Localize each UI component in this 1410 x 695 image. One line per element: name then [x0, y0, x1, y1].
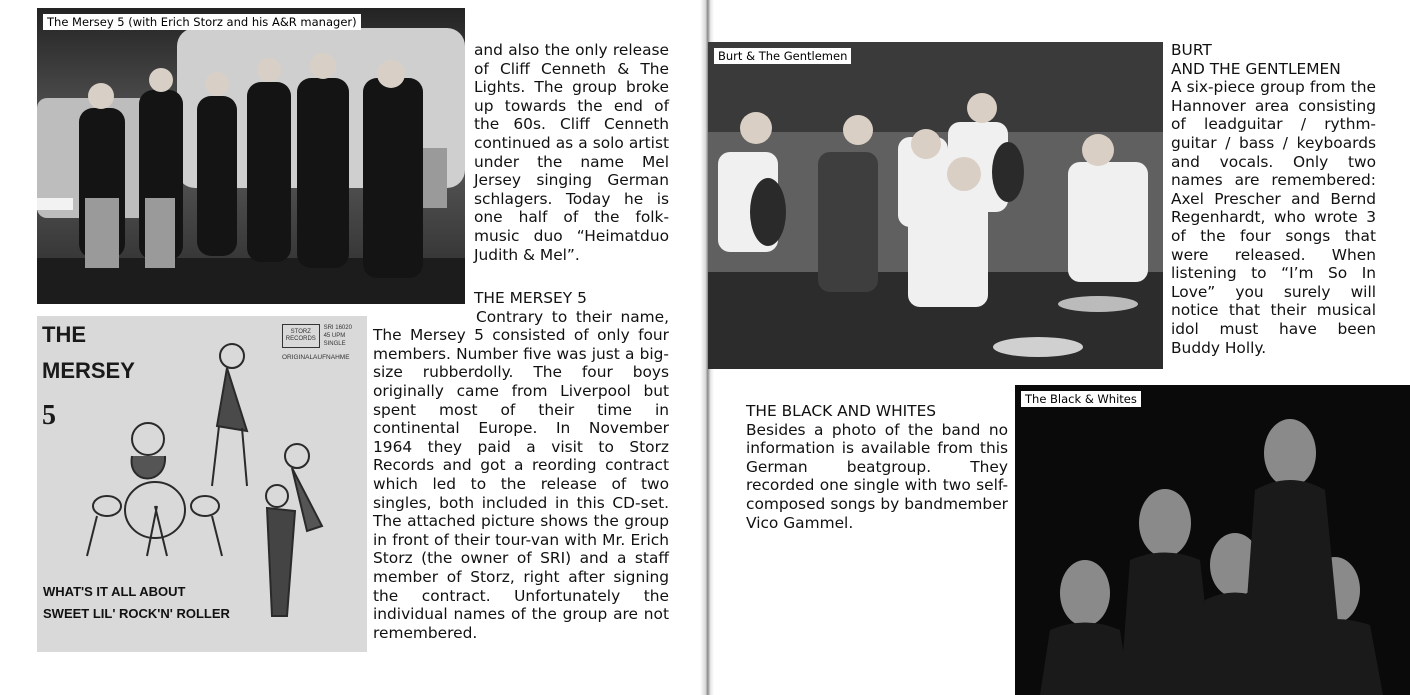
record-sleeve-image	[37, 316, 367, 652]
mersey5-group-photo	[37, 8, 465, 304]
bw-photo-caption: The Black & Whites	[1021, 391, 1141, 407]
black-whites-photo	[1015, 385, 1410, 695]
mersey5-heading: THE MERSEY 5	[474, 289, 587, 307]
burt-heading-1: BURT	[1171, 41, 1212, 59]
sleeve-song-1: WHAT'S IT ALL ABOUT	[43, 584, 186, 599]
burt-paragraph: A six-piece group from the Hannover area consisting of leadguitar / rythm-guitar / bass / keyboards and vocals. Only two names are remembered: Axel Prescher and Bernd Regenhardt, who wrote 3 of the four songs that were released. When listening to “I’m So In Love” you surely will notice that their musical idol must have been Buddy Holly.	[1171, 78, 1376, 357]
sleeve-title-3: 5	[42, 400, 56, 431]
burt-gentlemen-photo	[708, 42, 1163, 369]
mersey5-photo-illustration	[37, 8, 465, 304]
burt-photo-illustration	[708, 42, 1163, 369]
burt-photo-caption: Burt & The Gentlemen	[714, 48, 851, 64]
sleeve-label	[282, 324, 362, 361]
mersey5-text-block	[373, 289, 669, 642]
mersey5-paragraph: Contrary to their name, The Mersey 5 consisted of only four members. Number five was just a big-size rubberdolly. The four boys originally came from Liverpool but spent most of their time in continental Europe. In November 1964 they paid a visit to Storz Records and got a reording contract which led to the release of two singles, both included in this CD-set. The attached picture shows the group in front of their tour-van with Mr. Erich Storz (the owner of SRI) and a staff member of Storz, right after signing the contract. Unfortunately the individual names of the group are not remembered.	[373, 307, 669, 642]
intro-paragraph: and also the only release of Cliff Cenneth & The Lights. The group broke up towards the end of the 60s. Cliff Cenneth continued as a solo artist under the name Mel Jersey singing German schlagers. Today he is one half of the folk-music duo “Heimatduo Judith & Mel”.	[474, 41, 669, 264]
sleeve-title-2: MERSEY	[42, 358, 135, 383]
bw-heading: THE BLACK AND WHITES	[746, 402, 937, 420]
label-brand: STORZ	[290, 329, 311, 335]
intro-text-block	[474, 41, 669, 264]
label-origin: ORIGINALAUFNAHME	[282, 354, 350, 361]
label-note: 45 UPM SINGLE	[323, 333, 346, 347]
bw-text-block	[746, 402, 1008, 532]
bw-photo-illustration	[1015, 385, 1410, 695]
mersey5-photo-caption: The Mersey 5 (with Erich Storz and his A&R manager)	[43, 14, 361, 30]
storz-logo	[282, 324, 320, 348]
sleeve-song-2: SWEET LIL' ROCK'N' ROLLER	[43, 606, 230, 621]
label-catalog: SRI 16020	[323, 325, 352, 331]
bw-paragraph: Besides a photo of the band no information is available from this German beatgroup. They recorded one single with two self-composed songs by bandmember Vico Gammel.	[746, 420, 1008, 532]
burt-text-block	[1171, 41, 1376, 357]
sleeve-title-1: THE	[42, 322, 86, 347]
label-sub: RECORDS	[285, 336, 316, 342]
burt-heading-2: AND THE GENTLEMEN	[1171, 59, 1341, 78]
